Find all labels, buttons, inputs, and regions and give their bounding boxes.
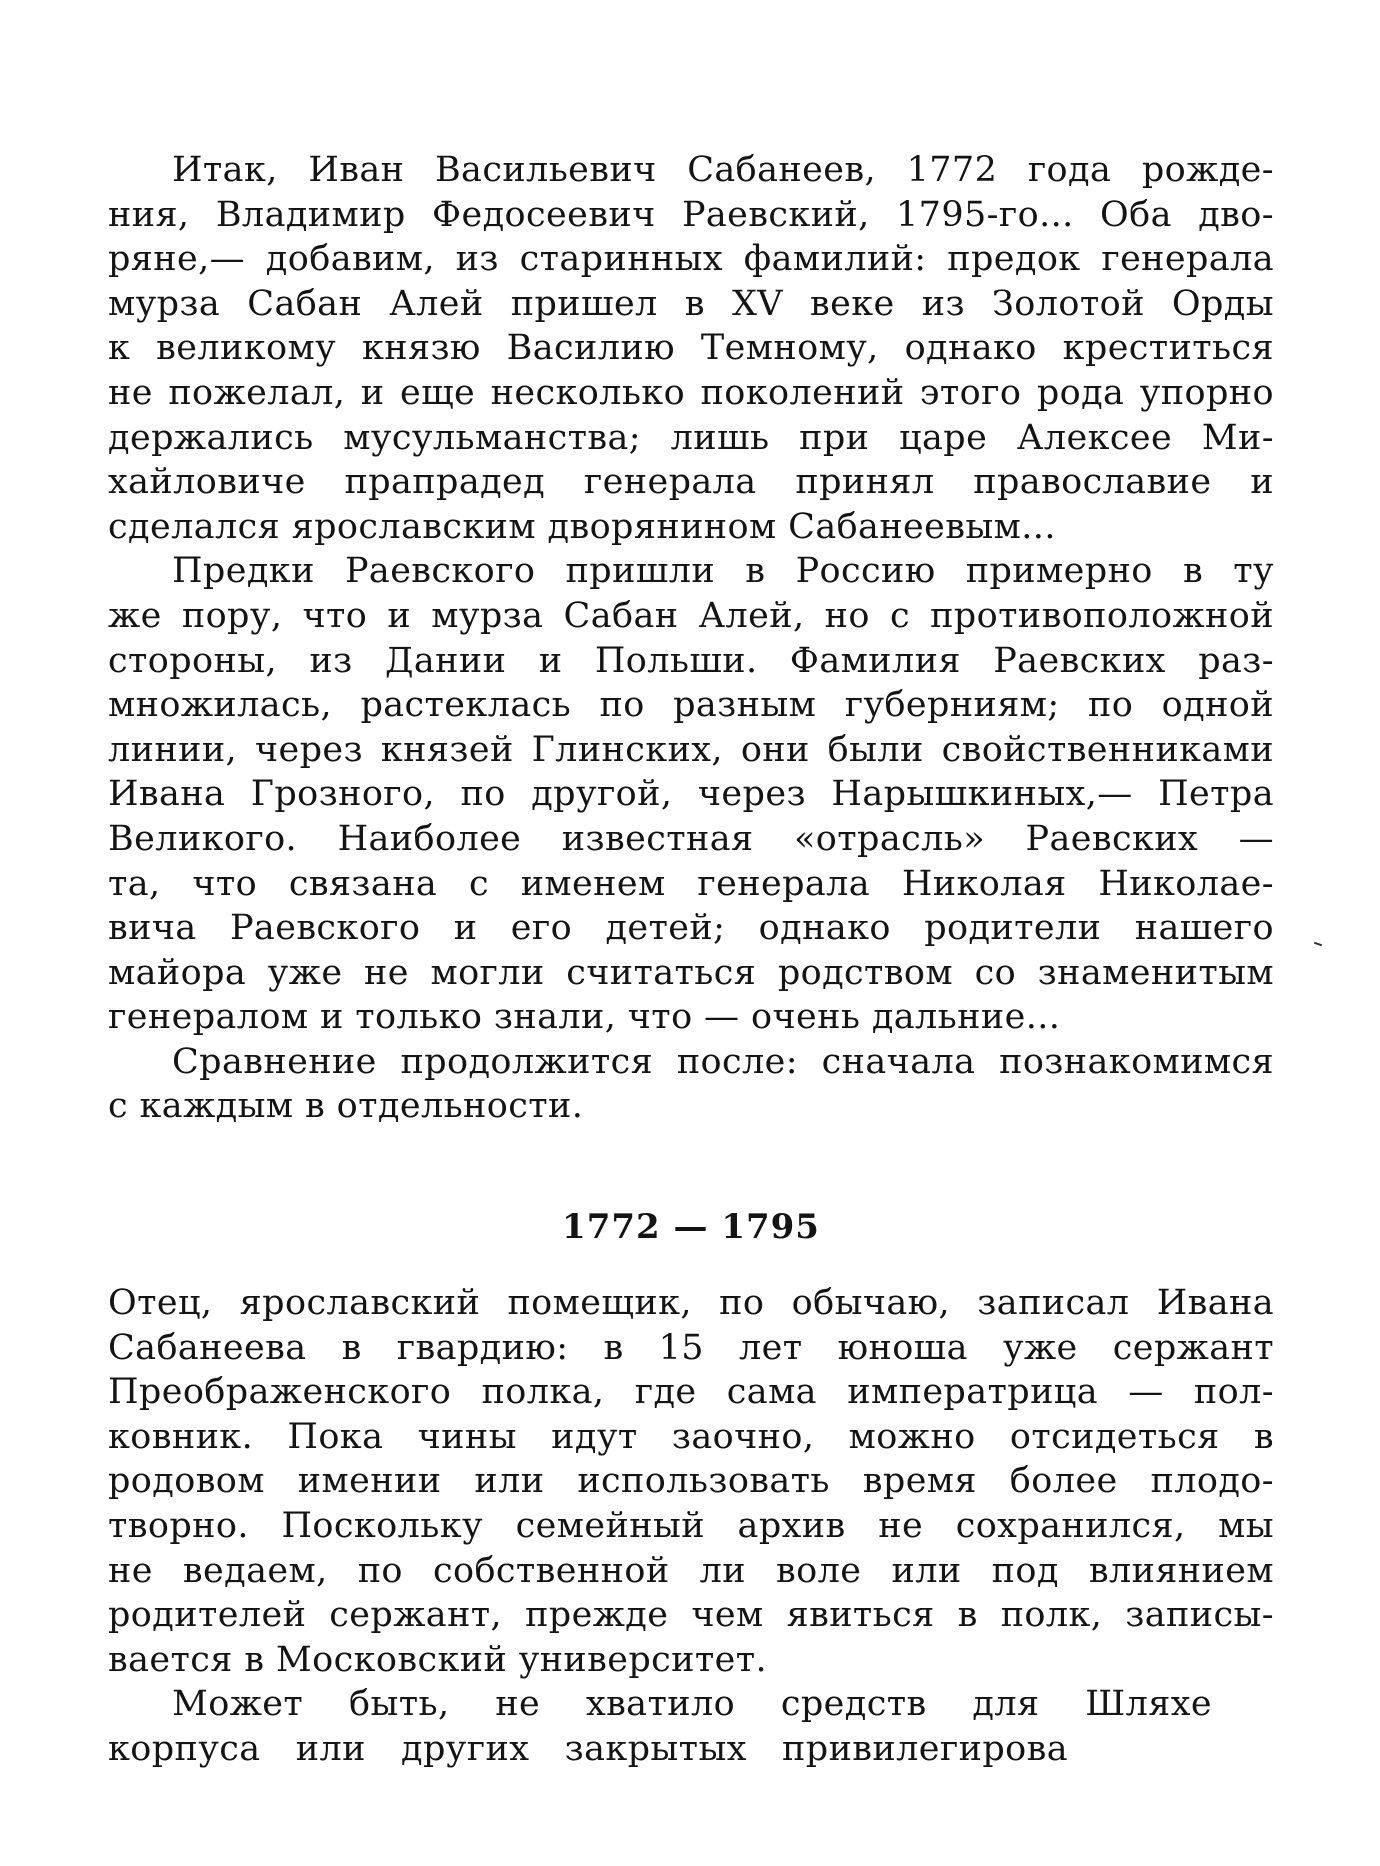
- text-line: Сравнение продолжится после: сначала познакомимся: [172, 1041, 1274, 1082]
- text-line: Преображенского полка, где сама императрица — пол-: [108, 1372, 1274, 1413]
- text-line: с каждым в отдельности.: [108, 1086, 584, 1127]
- text-line: Предки Раевского пришли в Россию примерно в ту: [172, 551, 1274, 592]
- text-line: Ивана Грозного, по другой, через Нарышкиных,— Петра: [108, 774, 1274, 815]
- paragraph-2: [108, 549, 1274, 1040]
- text-line: мурза Сабан Алей пришел в XV веке из Золотой Орды: [108, 283, 1274, 324]
- text-line: не пожелал, и еще несколько поколений этого рода упорно: [108, 372, 1274, 413]
- margin-mark: [1314, 942, 1322, 947]
- book-page: [108, 148, 1274, 1772]
- text-line: ковник. Пока чины идут заочно, можно отсидеться в: [108, 1416, 1274, 1457]
- text-line: держались мусульманства; лишь при царе Алексее Ми-: [108, 417, 1274, 458]
- text-line: родовом имении или использовать время более плодо-: [108, 1461, 1274, 1502]
- text-line: не ведаем, по собственной ли воле или под влиянием: [108, 1550, 1274, 1591]
- paragraph-3: [108, 1040, 1274, 1129]
- text-line: к великому князю Василию Темному, однако креститься: [108, 328, 1274, 369]
- section-paragraph-1: [108, 1281, 1274, 1682]
- text-line: стороны, из Дании и Польши. Фамилия Раевских раз-: [108, 640, 1274, 681]
- text-line: майора уже не могли считаться родством со знаменитым: [108, 952, 1274, 993]
- text-line: Может быть, не хватило средств для Шляхе: [172, 1684, 1212, 1725]
- section-heading: 1772 — 1795: [562, 1207, 820, 1248]
- text-line: ния, Владимир Федосеевич Раевский, 1795-го... Оба дво-: [108, 194, 1274, 235]
- text-line: Великого. Наиболее известная «отрасль» Раевских —: [108, 818, 1274, 859]
- text-line: Сабанеева в гвардию: в 15 лет юноша уже сержант: [108, 1327, 1274, 1368]
- text-line: линии, через князей Глинских, они были свойственниками: [108, 729, 1274, 770]
- text-line: множилась, растеклась по разным губерниям; по одной: [108, 685, 1274, 726]
- text-line: сделался ярославским дворянином Сабанеевым...: [108, 506, 1056, 547]
- text-line: хайловиче прапрадед генерала принял православие и: [108, 462, 1274, 503]
- text-line: Итак, Иван Васильевич Сабанеев, 1772 года рожде-: [172, 150, 1274, 190]
- section-paragraph-2: [108, 1682, 1274, 1771]
- text-line: генералом и только знали, что — очень дальние...: [108, 997, 1061, 1038]
- text-line: родителей сержант, прежде чем явиться в полк, записы-: [108, 1595, 1274, 1636]
- text-line: та, что связана с именем генерала Николая Николае-: [108, 863, 1274, 904]
- section-spacer: [108, 1129, 1274, 1205]
- text-line: вается в Московский университет.: [108, 1639, 768, 1680]
- text-line: Отец, ярославский помещик, по обычаю, записал Ивана: [108, 1283, 1274, 1324]
- text-line: творно. Поскольку семейный архив не сохранился, мы: [108, 1506, 1274, 1547]
- text-line: вича Раевского и его детей; однако родители нашего: [108, 908, 1274, 949]
- paragraph-1: [108, 148, 1274, 549]
- text-line: же пору, что и мурза Сабан Алей, но с противоположной: [108, 595, 1274, 636]
- text-line: ряне,— добавим, из старинных фамилий: предок генерала: [108, 239, 1274, 280]
- text-line: корпуса или других закрытых привилегирова: [108, 1729, 1068, 1769]
